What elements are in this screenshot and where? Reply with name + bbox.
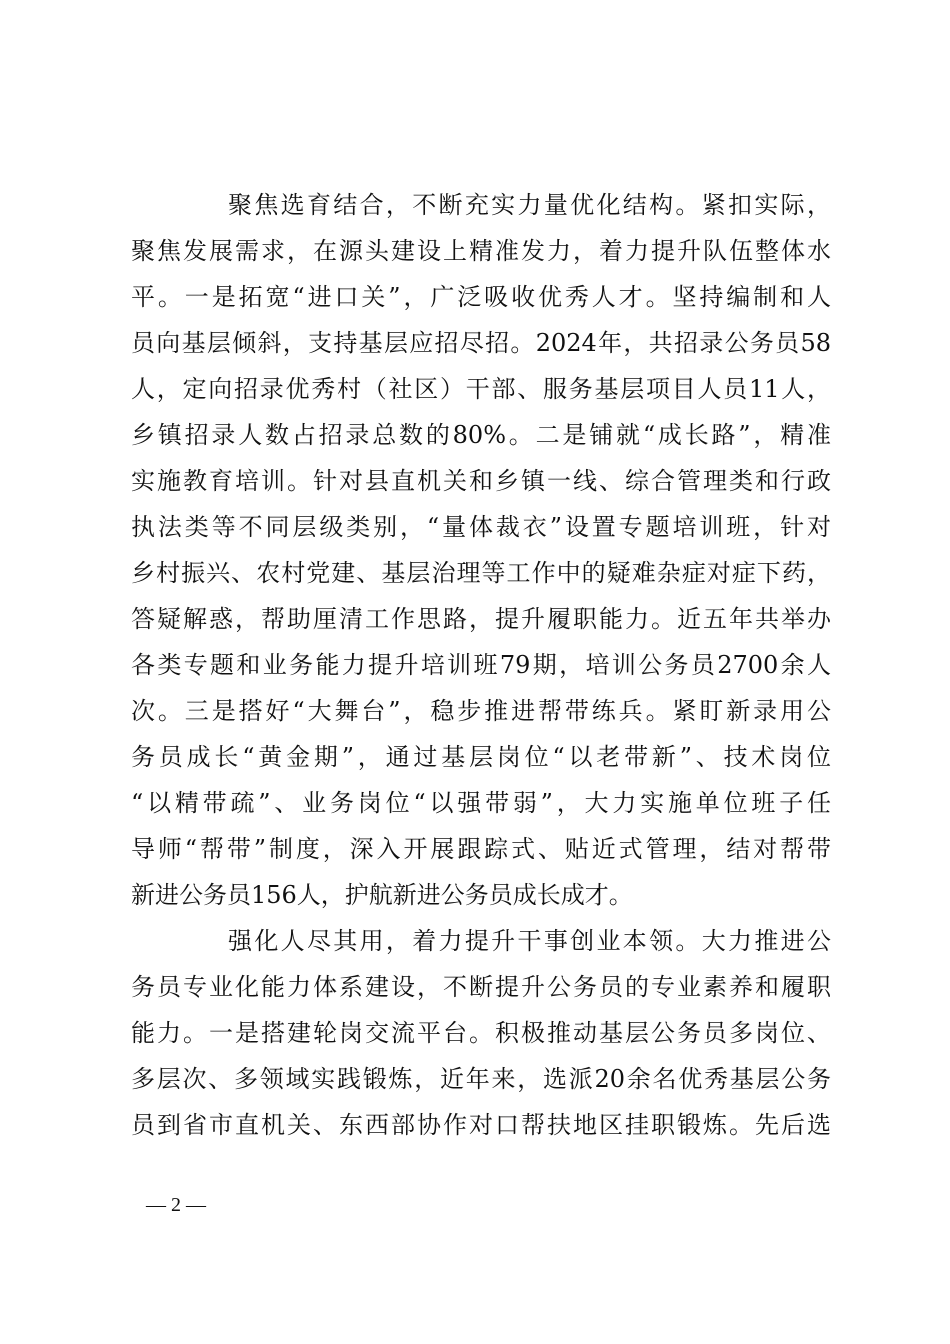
paragraph-2-line-4: 多层次、多领域实践锻炼，近年来，选派20余名优秀基层公务 (131, 1065, 831, 1093)
paragraph-1-line-4: 员向基层倾斜，支持基层应招尽招。2024年，共招录公务员58 (131, 329, 831, 357)
paragraph-1-line-15: 导师“帮带”制度，深入开展跟踪式、贴近式管理，结对帮带 (131, 835, 831, 863)
paragraph-1-line-12: 次。三是搭好“大舞台”，稳步推进帮带练兵。紧盯新录用公 (131, 697, 831, 725)
paragraph-1-line-11: 各类专题和业务能力提升培训班79期，培训公务员2700余人 (131, 651, 831, 679)
paragraph-2-line-5: 员到省市直机关、东西部协作对口帮扶地区挂职锻炼。先后选 (131, 1111, 831, 1139)
paragraph-1-line-5: 人，定向招录优秀村（社区）干部、服务基层项目人员11人， (131, 375, 831, 403)
paragraph-2-line-1: 强化人尽其用，着力提升干事创业本领。大力推进公 (228, 927, 831, 955)
paragraph-1-line-9: 乡村振兴、农村党建、基层治理等工作中的疑难杂症对症下药， (131, 559, 831, 587)
paragraph-1-line-3: 平。一是拓宽“进口关”，广泛吸收优秀人才。坚持编制和人 (131, 283, 831, 311)
paragraph-1-line-14: “以精带疏”、业务岗位“以强带弱”，大力实施单位班子任 (131, 789, 831, 817)
page-number: — 2 — (146, 1194, 206, 1216)
paragraph-1-line-2: 聚焦发展需求，在源头建设上精准发力，着力提升队伍整体水 (131, 237, 831, 265)
paragraph-2-line-2: 务员专业化能力体系建设，不断提升公务员的专业素养和履职 (131, 973, 831, 1001)
paragraph-1-line-6: 乡镇招录人数占招录总数的80%。二是铺就“成长路”，精准 (131, 421, 831, 449)
paragraph-1-line-13: 务员成长“黄金期”，通过基层岗位“以老带新”、技术岗位 (131, 743, 831, 771)
paragraph-1-line-7: 实施教育培训。针对县直机关和乡镇一线、综合管理类和行政 (131, 467, 831, 495)
paragraph-2-line-3: 能力。一是搭建轮岗交流平台。积极推动基层公务员多岗位、 (131, 1019, 831, 1047)
paragraph-1-line-16: 新进公务员156人，护航新进公务员成长成才。 (131, 881, 633, 909)
paragraph-1-line-10: 答疑解惑，帮助厘清工作思路，提升履职能力。近五年共举办 (131, 605, 831, 633)
paragraph-1-line-8: 执法类等不同层级类别，“量体裁衣”设置专题培训班，针对 (131, 513, 831, 541)
paragraph-1-line-1: 聚焦选育结合，不断充实力量优化结构。紧扣实际， (228, 191, 831, 219)
